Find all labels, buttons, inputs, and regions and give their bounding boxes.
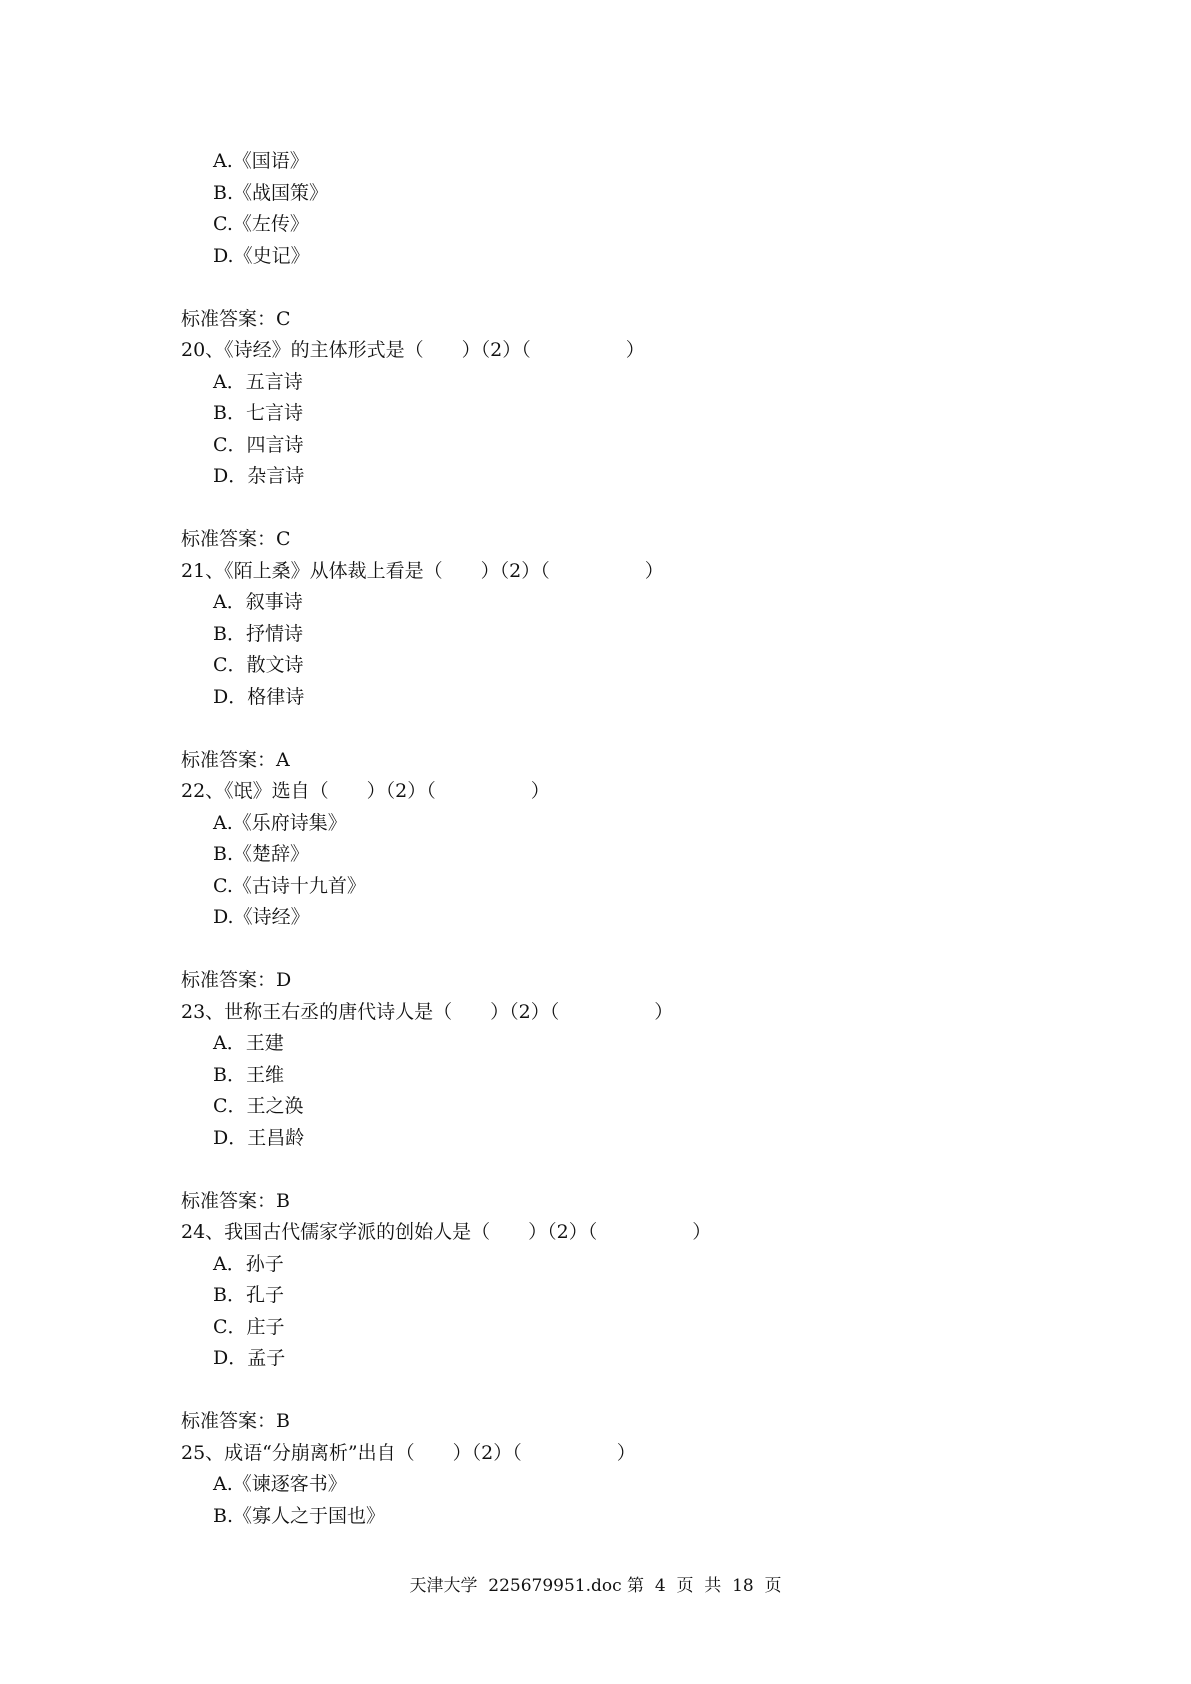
option: B．抒情诗 bbox=[213, 622, 303, 645]
question-stem: 24、我国古代儒家学派的创始人是（ ）（2）（ ） bbox=[181, 1221, 712, 1243]
option: C.《古诗十九首》 bbox=[213, 874, 366, 897]
standard-answer: 标准答案：D bbox=[181, 969, 292, 991]
option: B.《战国策》 bbox=[213, 181, 329, 204]
option: A．五言诗 bbox=[213, 370, 303, 393]
option: B．七言诗 bbox=[213, 402, 303, 424]
option: A.《谏逐客书》 bbox=[213, 1473, 347, 1495]
option: D．王昌龄 bbox=[213, 1126, 305, 1149]
page-footer: 天津大学 225679951.doc 第 4 页 共 18 页 bbox=[409, 1576, 782, 1596]
question-stem: 22、《氓》选自（ ）（2）（ ） bbox=[181, 780, 550, 802]
option: A．孙子 bbox=[213, 1252, 284, 1275]
option: A.《乐府诗集》 bbox=[213, 811, 347, 834]
option: B.《寡人之于国也》 bbox=[213, 1504, 386, 1527]
option: D.《诗经》 bbox=[213, 906, 310, 928]
question-stem: 21、《陌上桑》从体裁上看是（ ）（2）（ ） bbox=[181, 559, 664, 582]
standard-answer: 标准答案：C bbox=[181, 307, 291, 330]
option: C．散文诗 bbox=[213, 654, 304, 676]
option: C.《左传》 bbox=[213, 213, 309, 235]
option: C．王之涣 bbox=[213, 1095, 304, 1117]
question-stem: 23、世称王右丞的唐代诗人是（ ）（2）（ ） bbox=[181, 1000, 674, 1023]
standard-answer: 标准答案：B bbox=[181, 1189, 290, 1212]
option: D．孟子 bbox=[213, 1347, 286, 1369]
option: A．王建 bbox=[213, 1032, 284, 1054]
option: D．杂言诗 bbox=[213, 465, 305, 487]
question-stem: 25、成语“分崩离析”出自（ ）（2）（ ） bbox=[181, 1441, 636, 1464]
question-stem: 20、《诗经》的主体形式是（ ）（2）（ ） bbox=[181, 339, 645, 361]
option: C．庄子 bbox=[213, 1315, 285, 1338]
option: B．孔子 bbox=[213, 1284, 284, 1306]
option: C．四言诗 bbox=[213, 433, 304, 456]
standard-answer: 标准答案：C bbox=[181, 528, 291, 550]
option: A.《国语》 bbox=[213, 150, 309, 172]
standard-answer: 标准答案：A bbox=[181, 748, 290, 771]
question-list bbox=[181, 146, 1081, 1532]
option: D．格律诗 bbox=[213, 685, 305, 708]
option: B.《楚辞》 bbox=[213, 843, 310, 865]
option: B．王维 bbox=[213, 1063, 284, 1086]
standard-answer: 标准答案：B bbox=[181, 1410, 290, 1432]
option: A．叙事诗 bbox=[213, 591, 303, 613]
option: D.《史记》 bbox=[213, 244, 310, 267]
